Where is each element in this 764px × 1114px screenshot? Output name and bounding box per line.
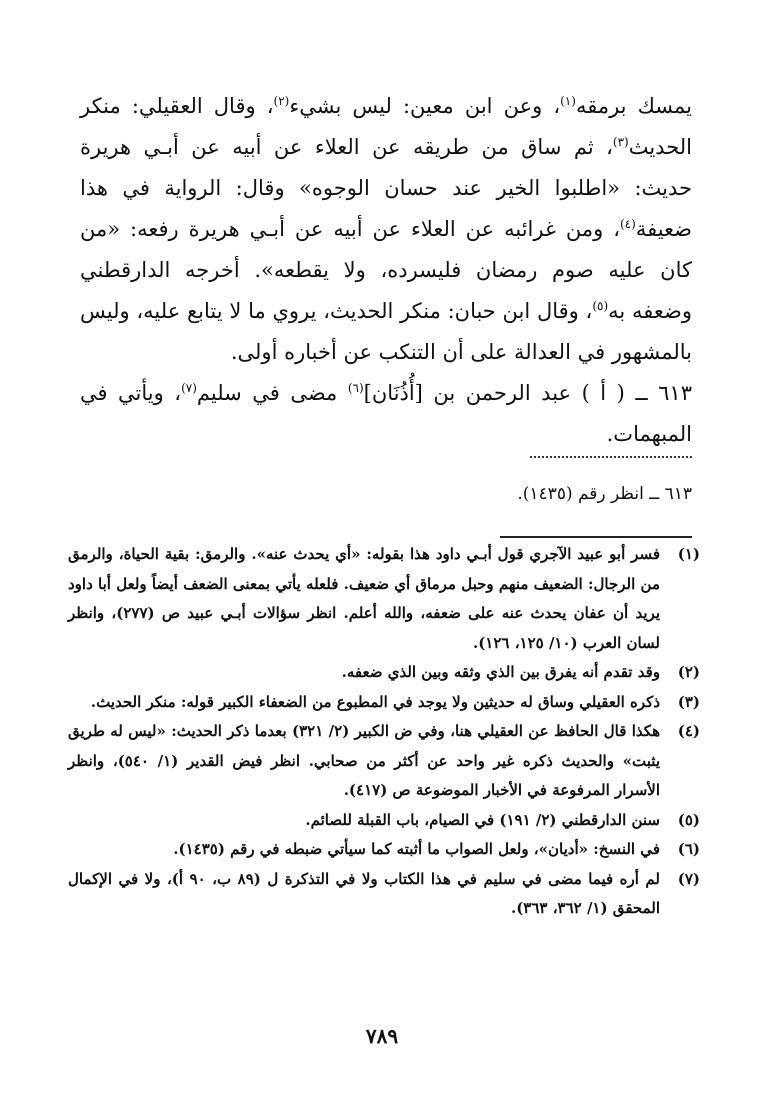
footnote-number: (٧) xyxy=(677,869,700,888)
text-segment: ، ومن غرائبه عن العلاء عن أبيه عن أبـي هريرة رفعه: «من كان عليه صوم رمضان فليسرده، ولا يقطعه». أخرجه الدارقطني وضعفه به xyxy=(80,217,692,323)
text-segment: ، وعن ابن معين: ليس بشيء xyxy=(289,94,561,118)
footnote-ref-6: (٦) xyxy=(347,381,364,395)
footnote-ref-1: (١) xyxy=(560,94,576,108)
text-segment: ، ثم ساق من طريقه عن العلاء عن أبيه عن أبـي هريرة حديث: «اطلبوا الخير عند حسان الوجوه» وقال: الرواية في هذا ضعيفة xyxy=(80,135,692,241)
footnote-5 xyxy=(68,806,700,836)
footnote-7 xyxy=(68,865,700,924)
cross-reference: ٦١٣ ــ انظر رقم (١٤٣٥). xyxy=(517,484,692,504)
footnote-text: لم أره فيما مضى في سليم في هذا الكتاب ولا في التذكرة ل (٨٩ ب، ٩٠ أ)، ولا في الإكمال المحقق (١/ ٣٦٢، ٣٦٣). xyxy=(68,869,660,917)
footnote-ref-5: (٥) xyxy=(592,299,609,313)
footnote-number: (١) xyxy=(677,545,700,563)
page-number: ٧٨٩ xyxy=(365,1024,399,1048)
text-segment: ، وقال العقيلي: منكر الحديث xyxy=(80,94,692,159)
footnote-ref-2: (٢) xyxy=(273,94,290,108)
footnotes xyxy=(68,540,700,924)
footnote-text: سنن الدارقطني (٢/ ١٩١) في الصيام، باب القبلة للصائم. xyxy=(305,810,660,829)
footnote-text: وقد تقدم أنه يفرق بين الذي وثقه وبين الذي ضعفه. xyxy=(341,663,660,681)
footnote-rule xyxy=(500,536,692,538)
main-text xyxy=(80,86,692,455)
text-segment: ، وقال ابن حبان: منكر الحديث، يروي ما لا يتابع عليه، وليس بالمشهور في العدالة على أن التنكب عن أخباره أولى. xyxy=(80,299,692,364)
footnote-3 xyxy=(68,688,700,718)
paragraph-biography xyxy=(80,86,692,373)
footnote-number: (٦) xyxy=(677,840,700,858)
footnote-text: هكذا قال الحافظ عن العقيلي هنا، وفي ض الكبير (٢/ ٣٢١) بعدما ذكر الحديث: «ليس له طريق يثبت» والحديث ذكره غير واحد عن أكثر من صحابي. انظر فيض القدير (١/ ٥٤٠)، وانظر الأسرار المرفوعة في الأخبار الموضوعة ص (٤١٧). xyxy=(68,722,660,799)
footnote-ref-7: (٧) xyxy=(181,381,197,395)
footnote-6 xyxy=(68,835,700,865)
footnote-4 xyxy=(68,717,700,806)
footnote-1 xyxy=(68,540,700,658)
dotted-separator xyxy=(530,456,692,458)
text-segment: ، ويأتي في المبهمات. xyxy=(80,381,692,446)
footnote-text: ذكره العقيلي وساق له حديثين ولا يوجد في المطبوع من الضعفاء الكبير قوله: منكر الحديث. xyxy=(90,692,660,711)
footnote-2 xyxy=(68,658,700,688)
footnote-ref-4: (٤) xyxy=(619,217,636,231)
footnote-text: فسر أبو عبيد الآجري قول أبـي داود هذا بقوله: «أي يحدث عنه». والرمق: بقية الحياة، والرمق من الرجال: الضعيف منهم وحبل مرماق أي ضعيف. فلعله يأتي بمعنى الضعف أيضاً ولعل أبا داود يريد أن عفان يحدث عنه على ضعفه، والله أعلم. انظر سؤالات أبـي عبيد ص (٢٧٧)، وانظر لسان العرب (١٠/ ١٢٥، ١٢٦). xyxy=(68,545,660,652)
text-segment: يمسك برمقه xyxy=(575,94,693,118)
footnote-number: (٢) xyxy=(677,663,700,681)
footnote-text: في النسخ: «أديان»، ولعل الصواب ما أثبته كما سيأتي ضبطه في رقم (١٤٣٥). xyxy=(173,840,660,858)
text-segment: مضى في سليم xyxy=(196,381,348,405)
footnote-number: (٤) xyxy=(677,722,700,740)
footnote-number: (٥) xyxy=(677,810,700,829)
text-segment: ٦١٣ ــ ( أ ) عبد الرحمن بن [أُذُنَان] xyxy=(363,381,692,405)
footnote-number: (٣) xyxy=(677,692,700,711)
footnote-ref-3: (٣) xyxy=(612,135,629,149)
entry-613 xyxy=(80,373,692,455)
